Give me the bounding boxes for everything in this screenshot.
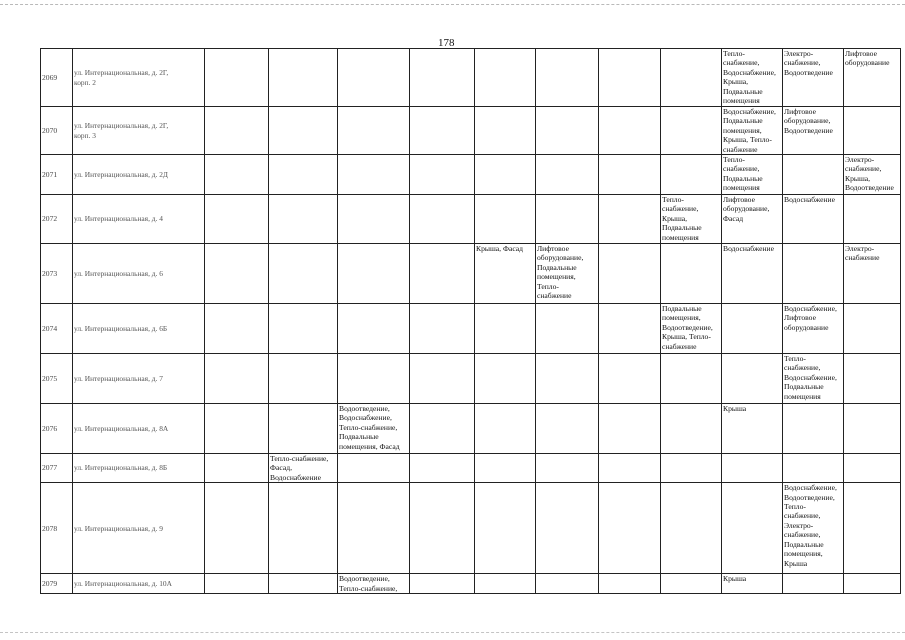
work-type-cell [722,304,783,354]
work-type-cell [269,404,338,454]
row-number: 2072 [41,195,73,244]
work-type-cell [475,454,536,483]
work-type-cell [661,483,722,574]
table-row [41,454,901,483]
work-type-cell [599,574,661,594]
row-number: 2077 [41,454,73,483]
work-type-cell [269,107,338,155]
scan-top-edge [0,4,905,5]
address-cell: ул. Интернациональная, д. 2Д [73,155,205,195]
work-type-cell: Лифтовое оборудование, Фасад [722,195,783,244]
row-number: 2075 [41,354,73,404]
row-number: 2073 [41,244,73,304]
work-type-cell [661,454,722,483]
work-type-cell [475,483,536,574]
work-type-cell [536,483,599,574]
address-cell: ул. Интернациональная, д. 8А [73,404,205,454]
row-number: 2079 [41,574,73,594]
work-type-cell [475,404,536,454]
address-cell: ул. Интернациональная, д. 6Б [73,304,205,354]
repair-schedule-table [40,48,901,594]
work-type-cell [844,404,901,454]
work-type-cell [410,354,475,404]
work-type-cell [599,49,661,107]
work-type-cell [661,574,722,594]
work-type-cell [722,483,783,574]
row-number: 2070 [41,107,73,155]
work-type-cell [410,304,475,354]
work-type-cell [599,483,661,574]
work-type-cell [410,49,475,107]
work-type-cell [205,483,269,574]
address-cell: ул. Интернациональная, д. 6 [73,244,205,304]
work-type-cell [410,574,475,594]
work-type-cell [269,574,338,594]
address-cell: ул. Интернациональная, д. 2Г, корп. 3 [73,107,205,155]
work-type-cell: Водоотведение, Водоснабжение, Тепло-снабжение, Подвальные помещения, Фасад [338,404,410,454]
work-type-cell [536,404,599,454]
work-type-cell [205,107,269,155]
work-type-cell [599,404,661,454]
row-number: 2069 [41,49,73,107]
work-type-cell [205,454,269,483]
table-row [41,195,901,244]
work-type-cell [844,483,901,574]
work-type-cell [536,49,599,107]
table-row [41,244,901,304]
work-type-cell: Водоотведение, Тепло-снабжение, [338,574,410,594]
work-type-cell [205,404,269,454]
work-type-cell [269,354,338,404]
address-cell: ул. Интернациональная, д. 4 [73,195,205,244]
work-type-cell: Водоснабжение, Подвальные помещения, Крыша, Тепло- снабжение [722,107,783,155]
work-type-cell [205,574,269,594]
work-type-cell [410,244,475,304]
work-type-cell: Лифтовое оборудование, Водоотведение [783,107,844,155]
work-type-cell [844,107,901,155]
work-type-cell [536,574,599,594]
work-type-cell: Электро- снабжение [844,244,901,304]
work-type-cell [661,244,722,304]
work-type-cell [599,354,661,404]
work-type-cell [410,155,475,195]
row-number: 2071 [41,155,73,195]
work-type-cell [844,354,901,404]
work-type-cell [475,195,536,244]
work-type-cell [475,49,536,107]
work-type-cell [599,454,661,483]
work-type-cell [536,195,599,244]
work-type-cell: Тепло-снабжение, Фасад, Водоснабжение [269,454,338,483]
work-type-cell: Водоснабжение, Водоотведение, Тепло- снабжение, Электро- снабжение, Подвальные помещения, Крыша [783,483,844,574]
work-type-cell [783,155,844,195]
table-row [41,49,901,107]
work-type-cell [269,244,338,304]
table-row [41,354,901,404]
work-type-cell [536,354,599,404]
work-type-cell [338,354,410,404]
work-type-cell: Тепло- снабжение, Подвальные помещения [722,155,783,195]
work-type-cell: Тепло- снабжение, Водоснабжение, Крыша, Подвальные помещения [722,49,783,107]
work-type-cell: Водоснабжение, Лифтовое оборудование [783,304,844,354]
work-type-cell: Электро- снабжение, Водоотведение [783,49,844,107]
work-type-cell [599,244,661,304]
work-type-cell: Лифтовое оборудование [844,49,901,107]
work-type-cell [338,49,410,107]
work-type-cell [475,354,536,404]
table-row [41,107,901,155]
work-type-cell: Крыша [722,574,783,594]
work-type-cell: Крыша [722,404,783,454]
work-type-cell [475,574,536,594]
work-type-cell [269,49,338,107]
work-type-cell [844,195,901,244]
work-type-cell [410,483,475,574]
work-type-cell [410,195,475,244]
table-row [41,304,901,354]
work-type-cell [205,195,269,244]
work-type-cell [269,155,338,195]
work-type-cell: Подвальные помещения, Водоотведение, Крыша, Тепло- снабжение [661,304,722,354]
table-row [41,155,901,195]
work-type-cell [338,195,410,244]
work-type-cell [783,244,844,304]
work-type-cell [269,483,338,574]
work-type-cell [205,354,269,404]
scan-bottom-edge [0,632,905,633]
address-cell: ул. Интернациональная, д. 2Г, корп. 2 [73,49,205,107]
row-number: 2076 [41,404,73,454]
row-number: 2074 [41,304,73,354]
work-type-cell: Тепло- снабжение, Водоснабжение, Подвальные помещения [783,354,844,404]
row-number: 2078 [41,483,73,574]
work-type-cell [783,404,844,454]
work-type-cell: Электро- снабжение, Крыша, Водоотведение [844,155,901,195]
work-type-cell [844,574,901,594]
address-cell: ул. Интернациональная, д. 10А [73,574,205,594]
address-cell: ул. Интернациональная, д. 9 [73,483,205,574]
work-type-cell [661,107,722,155]
work-type-cell [205,304,269,354]
page-number: 178 [438,37,455,49]
table-row [41,574,901,594]
work-type-cell [661,404,722,454]
work-type-cell [661,354,722,404]
work-type-cell [269,195,338,244]
work-type-cell [599,107,661,155]
work-type-cell [338,244,410,304]
work-type-cell [661,155,722,195]
work-type-cell [338,483,410,574]
work-type-cell: Водоснабжение [783,195,844,244]
work-type-cell [536,107,599,155]
work-type-cell [844,454,901,483]
work-type-cell [269,304,338,354]
work-type-cell: Лифтовое оборудование, Подвальные помещения, Тепло- снабжение [536,244,599,304]
work-type-cell [205,49,269,107]
work-type-cell [661,49,722,107]
address-cell: ул. Интернациональная, д. 7 [73,354,205,404]
work-type-cell: Крыша, Фасад [475,244,536,304]
work-type-cell [475,155,536,195]
work-type-cell [536,454,599,483]
work-type-cell [536,304,599,354]
work-type-cell [205,155,269,195]
work-type-cell [599,195,661,244]
work-type-cell [338,107,410,155]
work-type-cell [722,454,783,483]
table-row [41,404,901,454]
work-type-cell [536,155,599,195]
work-type-cell: Водоснабжение [722,244,783,304]
work-type-cell [475,107,536,155]
work-type-cell [475,304,536,354]
work-type-cell [783,574,844,594]
work-type-cell [410,107,475,155]
work-type-cell [410,404,475,454]
work-type-cell [599,304,661,354]
work-type-cell [205,244,269,304]
work-type-cell [844,304,901,354]
work-type-cell [783,454,844,483]
work-type-cell: Тепло- снабжение, Крыша, Подвальные помещения [661,195,722,244]
table-row [41,483,901,574]
work-type-cell [722,354,783,404]
address-cell: ул. Интернациональная, д. 8Б [73,454,205,483]
work-type-cell [599,155,661,195]
work-type-cell [338,454,410,483]
work-type-cell [410,454,475,483]
work-type-cell [338,155,410,195]
work-type-cell [338,304,410,354]
